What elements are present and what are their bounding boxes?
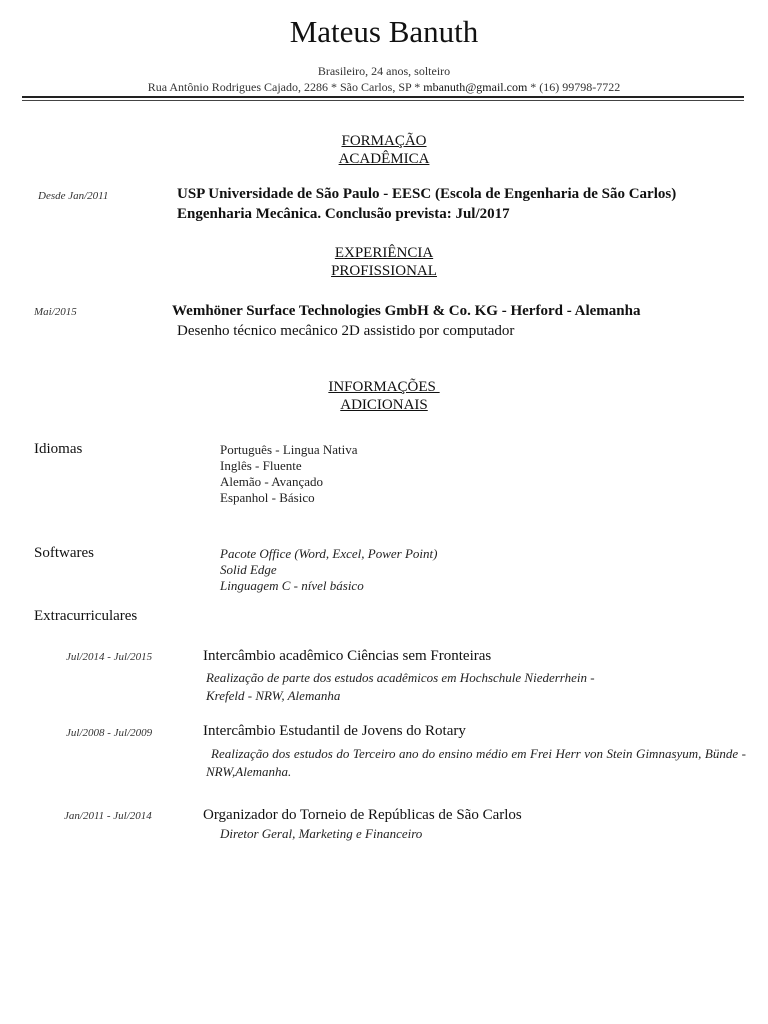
section-title-experiencia: EXPERIÊNCIA PROFISSIONAL: [331, 245, 437, 279]
list-item: Linguagem C - nível básico: [220, 578, 364, 593]
extra-title: Intercâmbio Estudantil de Jovens do Rotary: [203, 723, 466, 739]
extracurriculares-label: Extracurriculares: [34, 608, 138, 624]
personal-info: Brasileiro, 24 anos, solteiro: [317, 64, 451, 78]
experiencia-date: Mai/2015: [34, 306, 77, 318]
idiomas-label: Idiomas: [34, 441, 83, 457]
list-item: Português - Lingua Nativa: [220, 442, 358, 457]
extra-description: Realização dos estudos do Terceiro ano do ensino médio em Frei Herr von Stein Gimnasyum, Bünde - NRW,Alemanha.: [206, 746, 746, 779]
softwares-list: [220, 546, 437, 594]
extra-title: Organizador do Torneio de Repúblicas de São Carlos: [203, 807, 522, 823]
header-divider-thick: [22, 96, 744, 98]
extra-date: Jan/2011 - Jul/2014: [64, 810, 152, 822]
list-item: Pacote Office (Word, Excel, Power Point): [220, 546, 438, 561]
formacao-date: Desde Jan/2011: [38, 190, 109, 202]
extra-title: Intercâmbio acadêmico Ciências sem Fronteiras: [203, 648, 492, 664]
idiomas-list: [220, 442, 358, 506]
list-item: Inglês - Fluente: [220, 458, 302, 473]
list-item: Alemão - Avançado: [220, 474, 323, 489]
experiencia-role: Desenho técnico mecânico 2D assistido por computador: [177, 323, 515, 339]
contact-line: [0, 80, 768, 95]
header-divider-thin: [22, 100, 744, 101]
contact-email-link[interactable]: mbanuth@gmail.com: [423, 80, 528, 94]
contact-address: Rua Antônio Rodrigues Cajado, 2286 * São Carlos, SP *: [147, 80, 424, 94]
formacao-course: Engenharia Mecânica. Conclusão prevista: Jul/2017: [177, 206, 510, 222]
candidate-name: Mateus Banuth: [289, 14, 479, 49]
experiencia-company: Wemhöner Surface Technologies GmbH & Co. KG - Herford - Alemanha: [172, 303, 641, 319]
extra-date: Jul/2014 - Jul/2015: [66, 651, 153, 663]
extra-description: Diretor Geral, Marketing e Financeiro: [220, 826, 423, 841]
list-item: Espanhol - Básico: [220, 490, 315, 505]
extra-description: Realização de parte dos estudos acadêmicos em Hochschule Niederrhein - Krefeld - NRW, Alemanha: [206, 670, 595, 703]
extra-date: Jul/2008 - Jul/2009: [66, 727, 153, 739]
list-item: Solid Edge: [220, 562, 277, 577]
softwares-label: Softwares: [34, 545, 94, 561]
contact-phone: * (16) 99798-7722: [527, 80, 621, 94]
section-title-adicionais: INFORMAÇÕES ADICIONAIS: [328, 379, 440, 413]
formacao-institution: USP Universidade de São Paulo - EESC (Escola de Engenharia de São Carlos): [177, 186, 677, 202]
section-title-formacao: FORMAÇÃO ACADÊMICA: [338, 133, 430, 167]
